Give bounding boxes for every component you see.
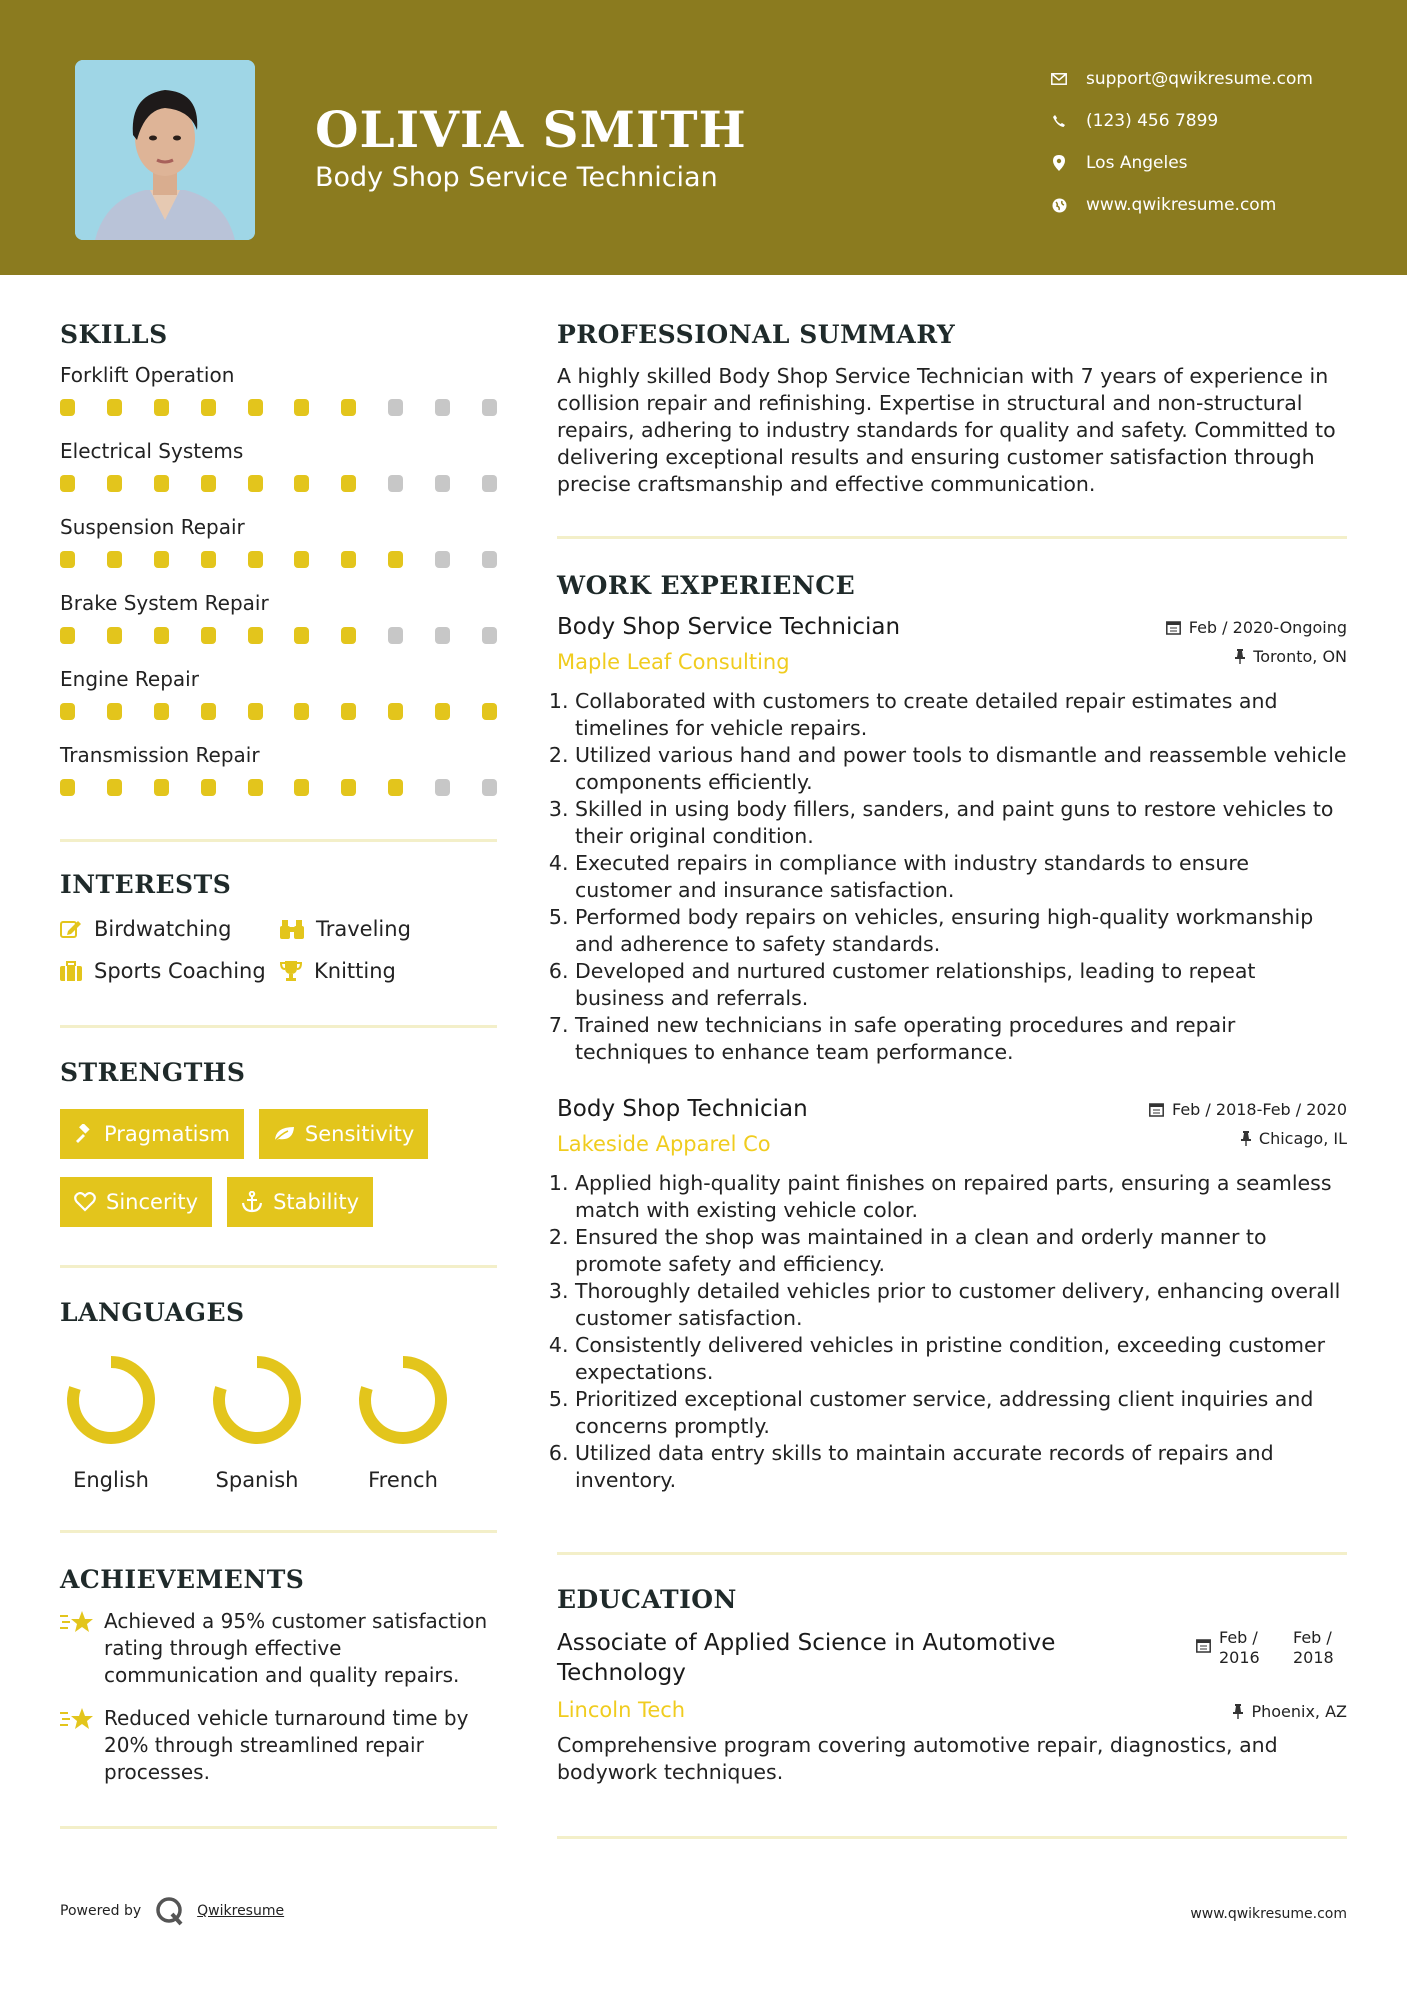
skill-dot [60,703,75,720]
experience-heading: WORK EXPERIENCE [557,571,856,600]
job-dates: Feb / 2018-Feb / 2020 [1149,1100,1347,1119]
achievement-item: Reduced vehicle turnaround time by 20% through streamlined repair processes. [60,1705,497,1786]
map-pin-icon [1050,154,1068,172]
skill-dot [388,627,403,644]
skill-dot [341,399,356,416]
skill-dot [154,475,169,492]
skill-dot [248,779,263,796]
skill-dot [154,703,169,720]
language-level-arc [73,1362,149,1438]
binoculars-icon [280,918,304,940]
globe-icon [1050,196,1068,214]
skill-dot [107,551,122,568]
skill-dot [201,475,216,492]
skill-dot [60,399,75,416]
skill-dot [341,475,356,492]
pushpin-icon [1241,1131,1251,1146]
job-entry [557,614,1347,1066]
strength-chip: Pragmatism [60,1109,244,1159]
skill-dot [154,779,169,796]
job-bullets: 1. Applied high-quality paint finishes on repaired parts, ensuring a seamless match with existing vehicle color. 2. Ensured the shop was maintained in a clean and orderly manner to promote safety and efficiency. 3. Thoroughly detailed vehicles prior to customer delivery, enhancing overall customer satisfaction. 4. Consistently delivered vehicles in pristine condition, exceeding customer expectations. 5. Prioritized exceptional customer service, addressing client inquiries and concerns promptly. 6. Utilized data entry skills to maintain accurate records of repairs and inventory. [557,1170,1347,1494]
contact-location: Los Angeles [1050,142,1313,184]
education-location: Phoenix, AZ [1233,1702,1347,1721]
interest-item: Birdwatching [60,917,280,941]
strength-chip: Sincerity [60,1177,212,1227]
language-label: French [368,1468,438,1492]
skill-dot [107,779,122,796]
skill-dot [201,399,216,416]
qwikresume-link[interactable]: Qwikresume [197,1903,285,1919]
skills-list [60,363,497,799]
skill-dot [482,551,497,568]
language-item [206,1349,308,1492]
skill-rating [60,779,497,799]
job-entry [557,1096,1347,1494]
skill-dot [201,551,216,568]
divider [557,1552,1347,1555]
pushpin-icon [1233,1704,1243,1719]
resume-header [0,0,1407,275]
job-location: Chicago, IL [1149,1129,1347,1148]
skill-dot [248,399,263,416]
skill-dot [201,779,216,796]
strength-chip: Sensitivity [259,1109,428,1159]
strengths-list [60,1109,497,1227]
envelope-icon [1050,70,1068,88]
qwikresume-logo-icon [155,1896,185,1926]
skill-dot [435,551,450,568]
skill-dot [294,779,309,796]
star-badge-icon [60,1608,94,1689]
language-ring [206,1349,308,1451]
skill-dot [482,627,497,644]
skill-dot [435,475,450,492]
skill-dot [388,399,403,416]
heart-icon [74,1192,96,1212]
interests-list [60,917,497,983]
skill-dot [388,475,403,492]
skill-dot [482,779,497,796]
skill-dot [341,703,356,720]
job-title: Body Shop Service Technician [557,614,901,640]
skill-dot [248,703,263,720]
education-dates: Feb / 2016 Feb / 2018 [1196,1628,1347,1668]
contact-website[interactable]: www.qwikresume.com [1050,184,1313,226]
skill-dot [435,703,450,720]
left-column [60,320,497,1829]
footer-powered-by: Powered by Qwikresume [60,1896,284,1926]
skill-name: Brake System Repair [60,591,269,615]
skill-dot [435,399,450,416]
interest-item: Knitting [280,959,497,983]
interest-item: Sports Coaching [60,959,280,983]
skill-dot [60,475,75,492]
skill-dot [107,703,122,720]
job-location: Toronto, ON [1166,647,1347,666]
contact-phone[interactable]: (123) 456 7899 [1050,100,1313,142]
skill-dot [341,779,356,796]
right-column [557,320,1347,1839]
skill-dot [107,399,122,416]
interest-item: Traveling [280,917,497,941]
footer-website[interactable]: www.qwikresume.com [1190,1906,1347,1922]
divider [60,1826,497,1829]
divider [557,1836,1347,1839]
suitcase-icon [60,961,82,981]
skill-dot [107,627,122,644]
job-company: Maple Leaf Consulting [557,650,790,674]
candidate-name: OLIVIA SMITH [315,100,747,159]
school-name: Lincoln Tech [557,1698,686,1722]
skill-dot [435,627,450,644]
job-dates: Feb / 2020-Ongoing [1166,618,1347,637]
skill-dot [294,703,309,720]
language-level-arc [219,1362,295,1438]
gavel-icon [74,1124,94,1144]
job-company: Lakeside Apparel Co [557,1132,771,1156]
skill-dot [60,779,75,796]
language-level-arc [365,1362,441,1438]
summary-heading: PROFESSIONAL SUMMARY [557,320,956,349]
skills-heading: SKILLS [60,320,168,349]
skill-name: Transmission Repair [60,743,260,767]
language-item [60,1349,162,1492]
skill-dot [388,703,403,720]
summary-text: A highly skilled Body Shop Service Technician with 7 years of experience in collision repair and refinishing. Expertise in structural and non-structural repairs, adhering to industry standards for quality and safety. Committed to delivering exceptional results and ensuring customer satisfaction through precise craftsmanship and effective communication. [557,364,1336,496]
language-ring [352,1349,454,1451]
skill-dot [341,627,356,644]
phone-icon [1050,112,1068,130]
skill-dot [294,399,309,416]
skill-dot [341,551,356,568]
skill-dot [248,627,263,644]
languages-heading: LANGUAGES [60,1298,245,1327]
skill-dot [248,551,263,568]
languages-list [60,1349,497,1492]
degree-title: Associate of Applied Science in Automotive Technology [557,1630,1056,1686]
skill-dot [482,399,497,416]
skill-rating [60,475,497,495]
skill-rating [60,399,497,419]
anchor-icon [241,1191,263,1213]
education-description: Comprehensive program covering automotive repair, diagnostics, and bodywork techniques. [557,1733,1278,1784]
skill-dot [201,703,216,720]
calendar-icon [1166,620,1181,635]
skill-rating [60,627,497,647]
skill-dot [201,627,216,644]
skill-dot [482,703,497,720]
divider [557,536,1347,539]
job-title: Body Shop Technician [557,1096,808,1122]
achievements-list [60,1608,497,1786]
education-entry [557,1628,1347,1786]
divider [60,1530,497,1533]
calendar-icon [1196,1628,1211,1653]
skill-dot [294,551,309,568]
calendar-icon [1149,1102,1164,1117]
skill-dot [435,779,450,796]
contact-email[interactable]: support@qwikresume.com [1050,58,1313,100]
education-heading: EDUCATION [557,1585,737,1614]
achievement-item: Achieved a 95% customer satisfaction rating through effective communication and quality repairs. [60,1608,497,1689]
skill-dot [248,475,263,492]
interests-heading: INTERESTS [60,870,232,899]
divider [60,1265,497,1268]
skill-dot [388,551,403,568]
divider [60,839,497,842]
skill-dot [107,475,122,492]
skill-dot [154,627,169,644]
pencil-icon [60,919,82,939]
job-bullets: 1. Collaborated with customers to create detailed repair estimates and timelines for vehicle repairs. 2. Utilized various hand and power tools to dismantle and reassemble vehicle components efficiently. 3. Skilled in using body fillers, sanders, and paint guns to restore vehicles to their original condition. 4. Executed repairs in compliance with industry standards to ensure customer and insurance satisfaction. 5. Performed body repairs on vehicles, ensuring high-quality workmanship and adherence to safety standards. 6. Developed and nurtured customer relationships, leading to repeat business and referrals. 7. Trained new technicians in safe operating procedures and repair techniques to enhance team performance. [557,688,1347,1066]
skill-dot [154,399,169,416]
skill-name: Suspension Repair [60,515,245,539]
leaf-icon [273,1125,295,1143]
divider [60,1025,497,1028]
skill-rating [60,551,497,571]
skill-dot [60,627,75,644]
contact-list [1050,58,1313,226]
skill-dot [294,627,309,644]
candidate-title: Body Shop Service Technician [315,162,718,193]
skill-name: Engine Repair [60,667,199,691]
language-label: Spanish [215,1468,299,1492]
language-ring [60,1349,162,1451]
trophy-icon [280,960,302,982]
skill-name: Electrical Systems [60,439,244,463]
skill-dot [482,475,497,492]
strength-chip: Stability [227,1177,373,1227]
skill-rating [60,703,497,723]
star-badge-icon [60,1705,94,1786]
skill-name: Forklift Operation [60,363,235,387]
language-label: English [73,1468,149,1492]
skill-dot [60,551,75,568]
skill-dot [388,779,403,796]
pushpin-icon [1235,649,1245,664]
skill-dot [154,551,169,568]
strengths-heading: STRENGTHS [60,1058,246,1087]
profile-photo [75,60,255,240]
skill-dot [294,475,309,492]
language-item [352,1349,454,1492]
achievements-heading: ACHIEVEMENTS [60,1565,305,1594]
